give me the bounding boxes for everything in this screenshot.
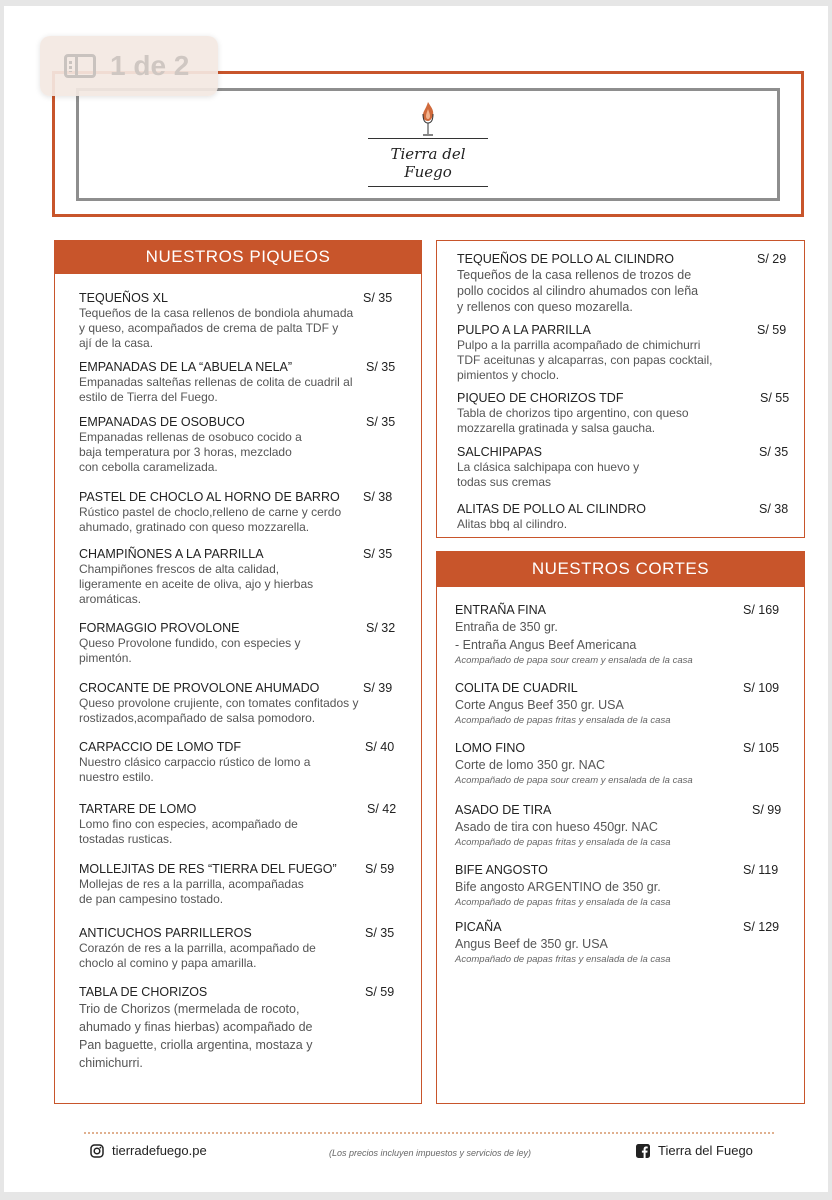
item-price: S/ 59 [365, 862, 395, 876]
legal-note: (Los precios incluyen impuestos y servicios de ley) [328, 1148, 532, 1158]
facebook-icon [636, 1144, 650, 1158]
item-desc: Mollejas de res a la parrilla, acompañadas de pan campesino tostado. [79, 877, 304, 906]
brand-name: Tierra del Fuego [390, 145, 466, 181]
instagram-icon [90, 1144, 104, 1158]
item-price: S/ 99 [752, 803, 782, 817]
item-name: ANTICUCHOS PARRILLEROS [79, 926, 252, 940]
item-price: S/ 55 [760, 391, 790, 405]
item-price: S/ 29 [757, 252, 787, 266]
item-desc: Pulpo a la parrilla acompañado de chimichurri TDF aceitunas y alcaparras, con papas cocktail, pimientos y choclo. [457, 338, 713, 382]
menu-item [79, 546, 399, 607]
menu-item [79, 801, 399, 847]
item-desc: Alitas bbq al cilindro. [457, 517, 568, 531]
item-price: S/ 38 [759, 502, 789, 516]
item-name: CROCANTE DE PROVOLONE AHUMADO [79, 681, 320, 695]
menu-item [457, 251, 787, 315]
item-name: CHAMPIÑONES A LA PARRILLA [79, 547, 264, 561]
facebook-page-name: Tierra del Fuego [658, 1143, 753, 1158]
item-desc: Queso Provolone fundido, con especies y pimentón. [79, 636, 301, 665]
menu-item [457, 501, 787, 532]
item-price: S/ 42 [367, 802, 397, 816]
menu-item [455, 680, 791, 727]
instagram-handle: tierradefuego.pe [112, 1143, 207, 1158]
item-desc: Tabla de chorizos tipo argentino, con queso mozzarella gratinada y salsa gaucha. [457, 406, 689, 435]
item-price: S/ 35 [759, 445, 789, 459]
item-name: TEQUEÑOS XL [79, 291, 168, 305]
menu-item [79, 414, 399, 475]
item-note: Acompañado de papa sour cream y ensalada de la casa [455, 775, 693, 786]
item-price: S/ 119 [743, 863, 779, 877]
piqueos-title: NUESTROS PIQUEOS [54, 240, 422, 274]
item-name: COLITA DE CUADRIL [455, 681, 578, 695]
item-price: S/ 40 [365, 740, 395, 754]
item-price: S/ 35 [366, 415, 396, 429]
item-price: S/ 35 [366, 360, 396, 374]
menu-item [455, 862, 791, 909]
menu-item [455, 602, 791, 667]
item-price: S/ 129 [743, 920, 780, 934]
item-note: Acompañado de papas fritas y ensalada de la casa [455, 897, 671, 908]
cortes-title: NUESTROS CORTES [436, 551, 805, 587]
item-desc: Queso provolone crujiente, con tomates confitados y rostizados,acompañado de salsa pomodoro. [79, 696, 359, 725]
menu-item [79, 620, 399, 666]
footer-divider [84, 1132, 774, 1134]
item-note: Acompañado de papa sour cream y ensalada de la casa [455, 655, 693, 666]
menu-item [457, 390, 790, 436]
item-name: LOMO FINO [455, 741, 526, 755]
item-desc: Champiñones frescos de alta calidad, ligeramente en aceite de oliva, ajo y hierbas aromáticas. [79, 562, 314, 606]
item-price: S/ 32 [366, 621, 396, 635]
item-name: EMPANADAS DE OSOBUCO [79, 415, 245, 429]
item-desc: Angus Beef de 350 gr. USA [455, 937, 608, 951]
item-name: MOLLEJITAS DE RES “TIERRA DEL FUEGO” [79, 862, 337, 876]
item-desc: Bife angosto ARGENTINO de 350 gr. [455, 880, 661, 894]
item-price: S/ 59 [757, 323, 787, 337]
item-price: S/ 39 [363, 681, 393, 695]
facebook-link[interactable] [636, 1143, 753, 1158]
menu-item [455, 802, 791, 849]
item-desc: Tequeños de la casa rellenos de bondiola ahumada y queso, acompañados de crema de palta TDF y ají de la casa. [79, 306, 354, 350]
item-desc: Corte Angus Beef 350 gr. USA [455, 698, 624, 712]
item-name: PICAÑA [455, 920, 502, 934]
item-note: Acompañado de papas fritas y ensalada de la casa [455, 954, 671, 965]
page-indicator-label: 1 de 2 [110, 50, 190, 81]
item-price: S/ 169 [743, 603, 780, 617]
menu-item [457, 444, 787, 490]
item-price: S/ 59 [365, 985, 395, 999]
item-price: S/ 35 [365, 926, 395, 940]
item-desc: Empanadas rellenas de osobuco cocido a baja temperatura por 3 horas, mezclado con cebolla caramelizada. [79, 430, 302, 474]
item-name: PASTEL DE CHOCLO AL HORNO DE BARRO [79, 490, 340, 504]
item-name: TEQUEÑOS DE POLLO AL CILINDRO [457, 252, 674, 266]
item-name: TARTARE DE LOMO [79, 802, 197, 816]
item-desc: Corazón de res a la parrilla, acompañado de choclo al comino y papa amarilla. [79, 941, 316, 970]
item-desc: Nuestro clásico carpaccio rústico de lomo a nuestro estilo. [79, 755, 311, 784]
menu-item [79, 359, 399, 405]
menu-item [79, 925, 399, 971]
instagram-link[interactable] [90, 1143, 207, 1158]
menu-item [79, 861, 399, 907]
item-name: TABLA DE CHORIZOS [79, 985, 208, 999]
item-desc: Entraña de 350 gr. - Entraña Angus Beef Americana [455, 620, 637, 652]
item-name: ENTRAÑA FINA [455, 603, 546, 617]
menu-item [79, 680, 399, 726]
menu-item [455, 740, 791, 787]
item-desc: Lomo fino con especies, acompañado de tostadas rusticas. [79, 817, 298, 846]
wine-glass-flame-icon [417, 100, 439, 138]
brand-logo [368, 100, 488, 190]
item-name: PIQUEO DE CHORIZOS TDF [457, 391, 624, 405]
item-price: S/ 38 [363, 490, 393, 504]
sidebar-toggle-icon[interactable] [64, 54, 96, 78]
item-name: EMPANADAS DE LA “ABUELA NELA” [79, 360, 293, 374]
item-desc: Tequeños de la casa rellenos de trozos de pollo cocidos al cilindro ahumados con leña y rellenos con queso mozarella. [457, 268, 699, 314]
menu-item [79, 739, 399, 785]
item-desc: La clásica salchipapa con huevo y todas sus cremas [457, 460, 640, 489]
item-desc: Empanadas salteñas rellenas de colita de cuadril al estilo de Tierra del Fuego. [79, 375, 353, 404]
menu-item [79, 290, 399, 351]
item-name: PULPO A LA PARRILLA [457, 323, 591, 337]
item-note: Acompañado de papas fritas y ensalada de la casa [455, 837, 671, 848]
item-price: S/ 109 [743, 681, 780, 695]
menu-item [79, 489, 399, 535]
item-desc: Rústico pastel de choclo,relleno de carne y cerdo ahumado, gratinado con queso mozzarella. [79, 505, 342, 534]
menu-item [457, 322, 787, 383]
item-price: S/ 35 [363, 547, 393, 561]
item-name: CARPACCIO DE LOMO TDF [79, 740, 242, 754]
item-price: S/ 35 [363, 291, 393, 305]
menu-item [79, 984, 399, 1072]
item-name: ASADO DE TIRA [455, 803, 552, 817]
item-desc: Trio de Chorizos (mermelada de rocoto, ahumado y finas hierbas) acompañado de Pan baguette, criolla argentina, mostaza y chimichurri. [79, 1002, 313, 1070]
item-name: ALITAS DE POLLO AL CILINDRO [457, 502, 646, 516]
item-note: Acompañado de papas fritas y ensalada de la casa [455, 715, 671, 726]
item-name: SALCHIPAPAS [457, 445, 542, 459]
item-name: BIFE ANGOSTO [455, 863, 548, 877]
item-desc: Asado de tira con hueso 450gr. NAC [455, 820, 658, 834]
item-price: S/ 105 [743, 741, 780, 755]
item-desc: Corte de lomo 350 gr. NAC [455, 758, 606, 772]
page-indicator[interactable] [40, 36, 218, 96]
item-name: FORMAGGIO PROVOLONE [79, 621, 240, 635]
menu-item [455, 919, 791, 966]
